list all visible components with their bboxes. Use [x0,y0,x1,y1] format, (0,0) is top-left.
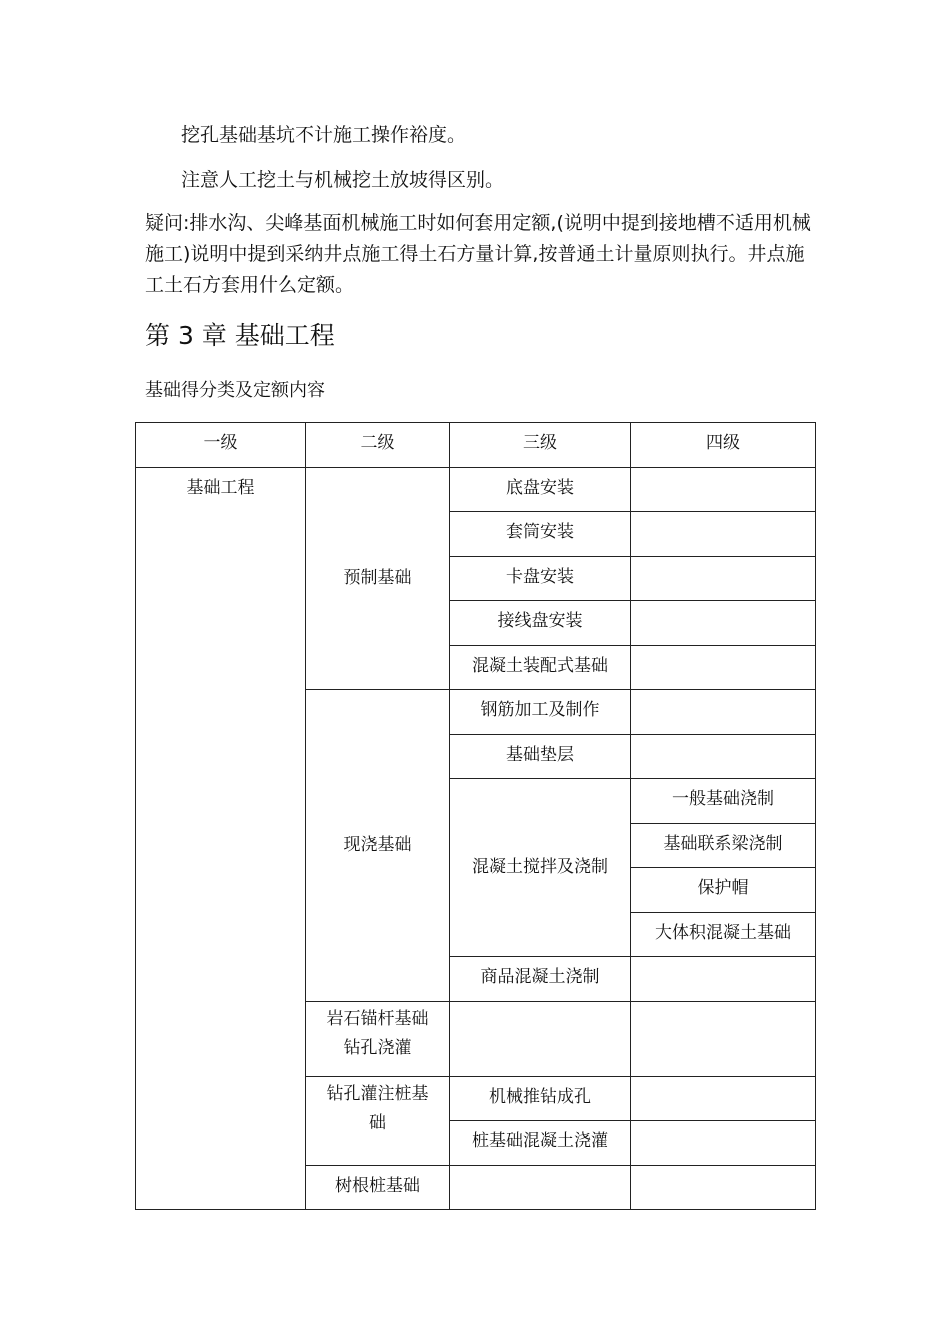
level3-cell: 桩基础混凝土浇灌 [450,1121,631,1166]
level2-rock-anchor [306,1001,450,1076]
table-caption: 基础得分类及定额内容 [145,380,325,401]
level3-empty-cell [450,1001,631,1076]
table-row [136,467,816,512]
level4-empty-cell [631,734,816,779]
chapter-heading: 第 3 章 基础工程 [145,321,335,350]
level3-concrete-mixing: 混凝土搅拌及浇制 [450,779,631,957]
bored-pile-line-1: 钻孔灌注桩基 [326,1083,429,1104]
level1-foundation-engineering: 基础工程 [136,467,306,1210]
level4-cell: 大体积混凝土基础 [631,912,816,957]
rock-anchor-line-1: 岩石锚杆基础 [326,1008,429,1029]
foundation-classification-table [135,422,816,1210]
level4-empty-cell [631,1001,816,1076]
level3-empty-cell [450,1165,631,1210]
level4-empty-cell [631,645,816,690]
level3-cell: 商品混凝土浇制 [450,957,631,1002]
level2-bored-pile [306,1076,450,1165]
level4-empty-cell [631,690,816,735]
paragraph-1: 挖孔基础基坑不计施工操作裕度。 [181,124,467,146]
level4-empty-cell [631,601,816,646]
header-level-1: 一级 [136,423,306,468]
header-level-3: 三级 [450,423,631,468]
level4-cell: 基础联系梁浇制 [631,823,816,868]
level4-empty-cell [631,512,816,557]
level4-empty-cell [631,1121,816,1166]
paragraph-2: 注意人工挖土与机械挖土放坡得区别。 [181,169,505,191]
level4-empty-cell [631,467,816,512]
level3-cell: 底盘安装 [450,467,631,512]
level3-cell: 混凝土装配式基础 [450,645,631,690]
bored-pile-line-2: 础 [369,1112,386,1133]
table-header-row [136,423,816,468]
level4-empty-cell [631,1076,816,1121]
level4-empty-cell [631,1165,816,1210]
level4-cell: 保护帽 [631,868,816,913]
level3-cell: 接线盘安装 [450,601,631,646]
rock-anchor-line-2: 钻孔浇灌 [343,1037,412,1058]
level3-cell: 基础垫层 [450,734,631,779]
level2-prefab: 预制基础 [306,467,450,690]
level4-empty-cell [631,556,816,601]
level3-cell: 套筒安装 [450,512,631,557]
level3-cell: 钢筋加工及制作 [450,690,631,735]
level2-root-pile: 树根桩基础 [306,1165,450,1210]
level2-cast-in-place: 现浇基础 [306,690,450,1002]
level3-cell: 卡盘安装 [450,556,631,601]
level3-cell: 机械推钻成孔 [450,1076,631,1121]
paragraph-question: 疑问:排水沟、尖峰基面机械施工时如何套用定额,(说明中提到接地槽不适用机械施工)说明中提到采纳井点施工得土石方量计算,按普通土计量原则执行。井点施工土石方套用什么定额。 [145,212,811,296]
level4-empty-cell [631,957,816,1002]
header-level-4: 四级 [631,423,816,468]
header-level-2: 二级 [306,423,450,468]
level4-cell: 一般基础浇制 [631,779,816,824]
